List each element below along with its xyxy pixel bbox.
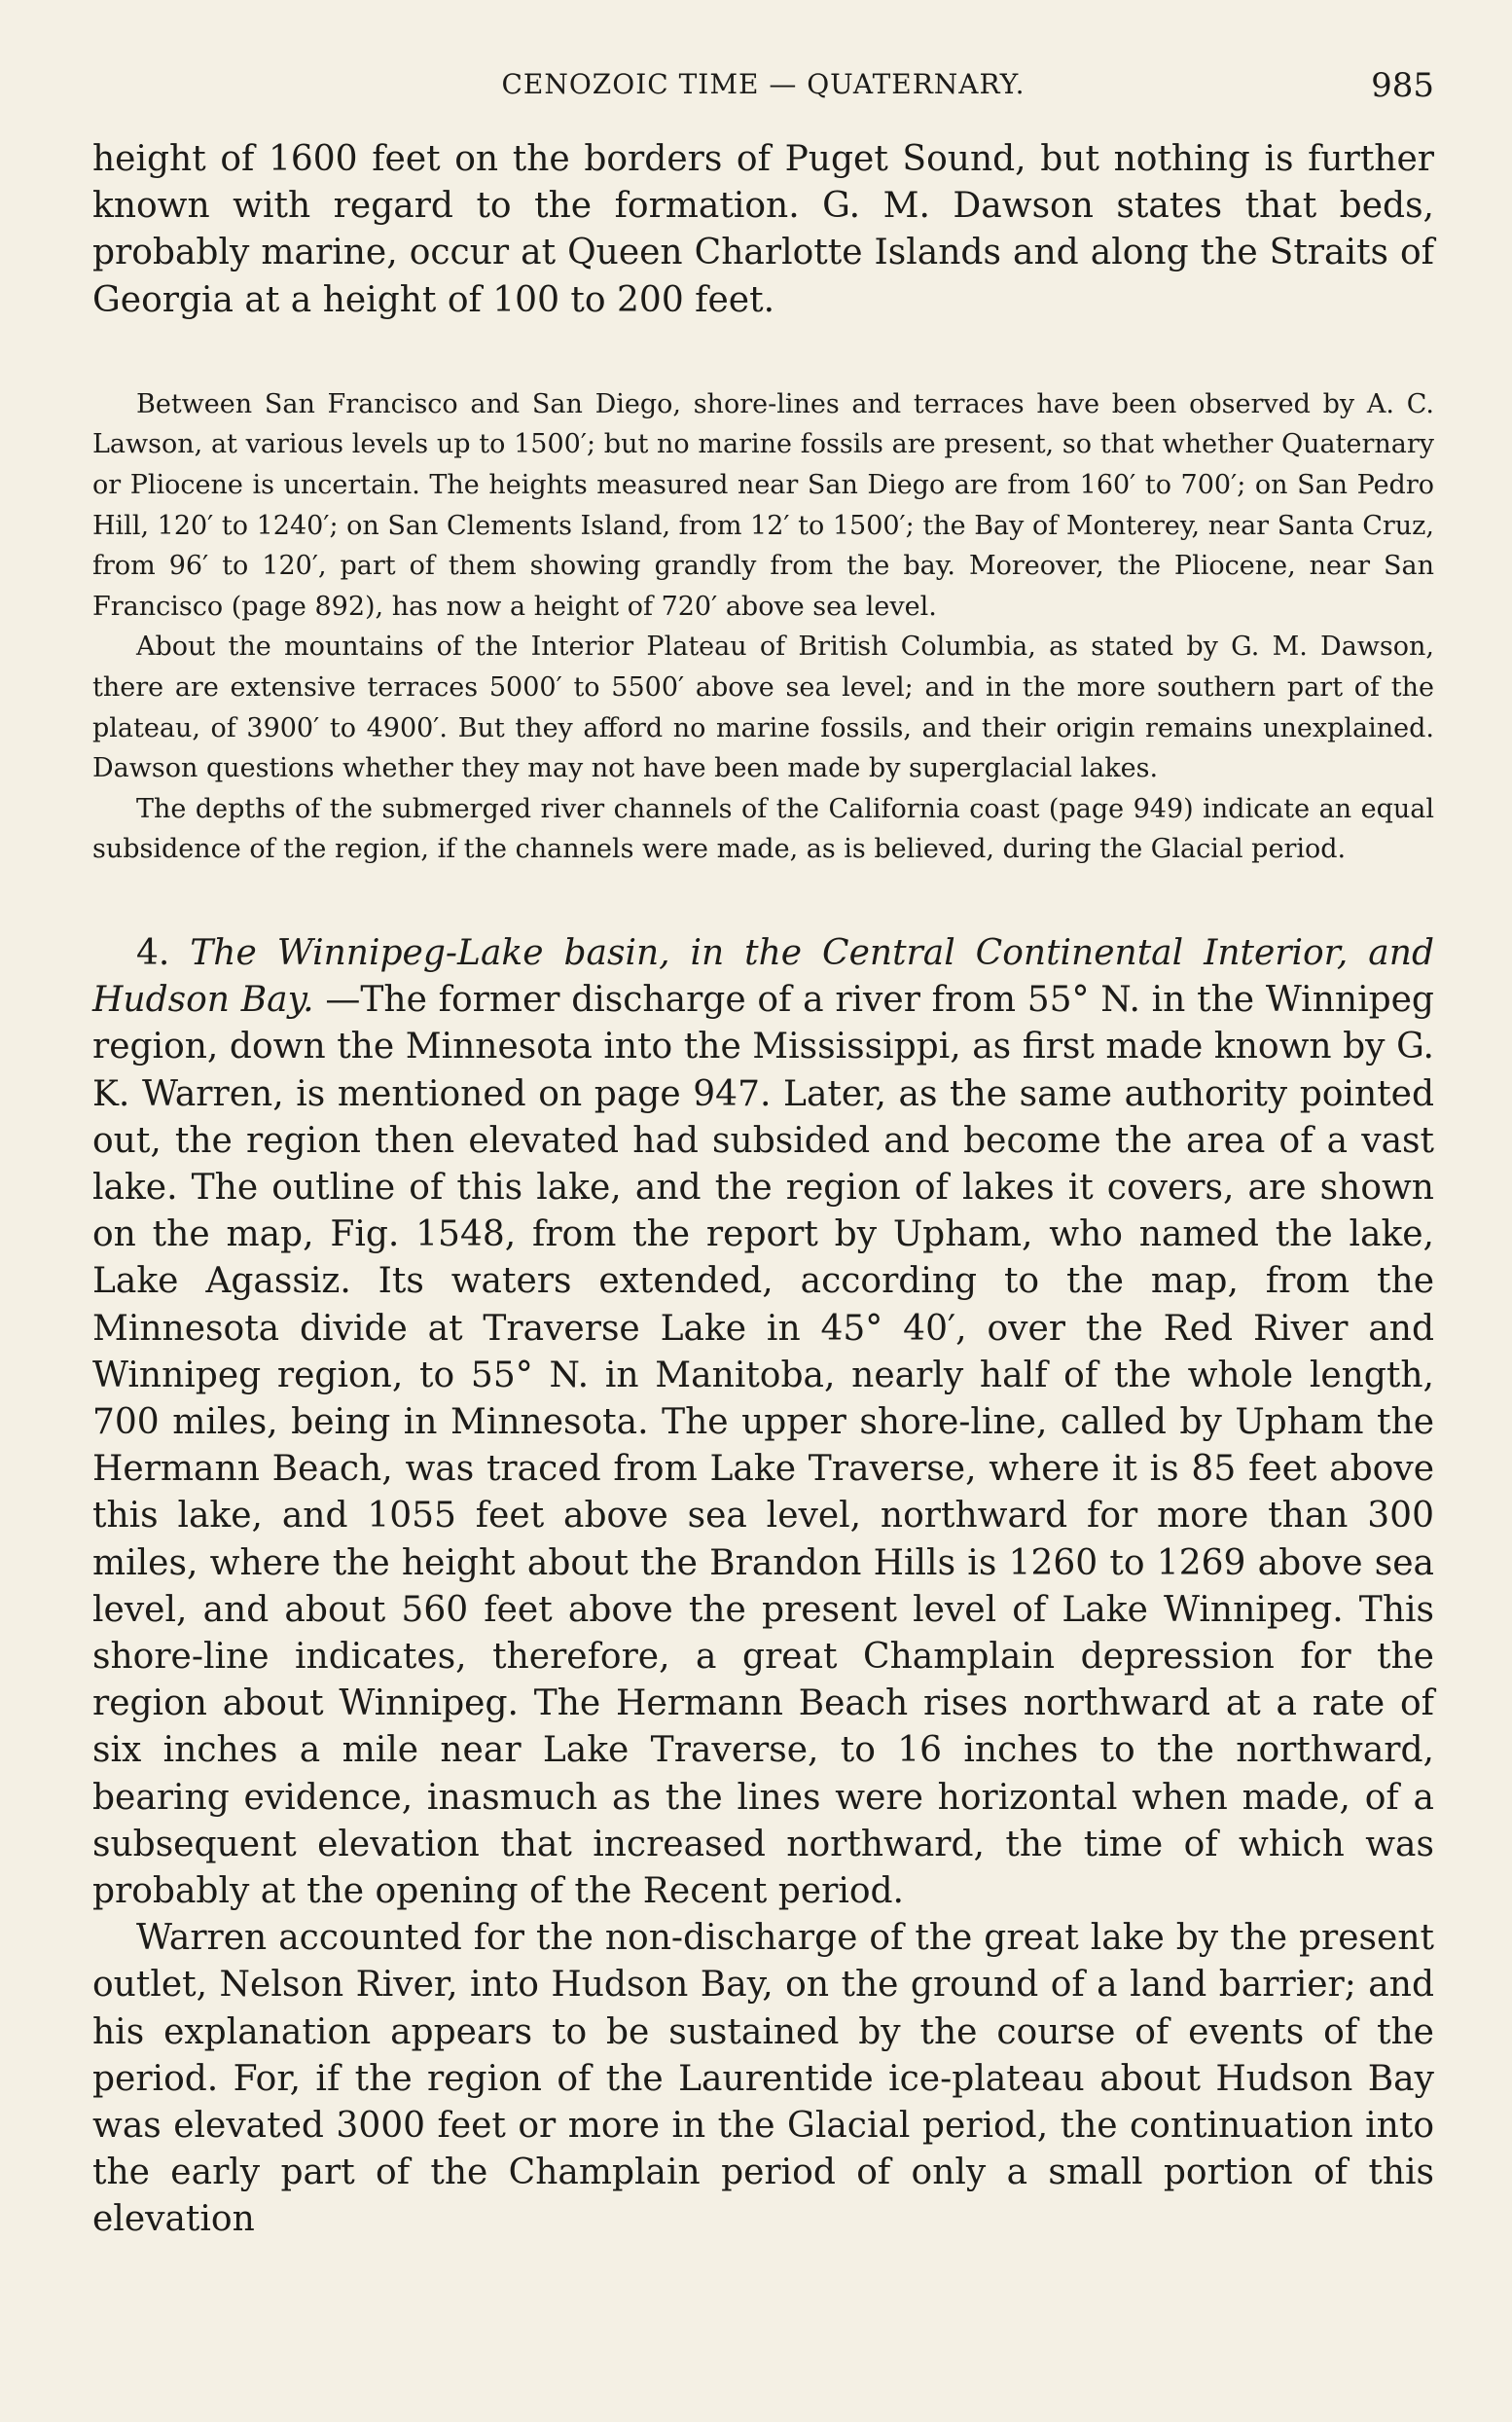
running-head — [92, 58, 1434, 117]
section-title: The Winnipeg-Lake basin, in the Central Continental Interior, and Hudson Bay. — [92, 932, 1434, 1021]
section-4-paragraph — [92, 930, 1434, 1915]
section-body: The former discharge of a river from 55° N. in the Winnipeg region, down the Minnesota into the Mississippi, as first made known by G. K. Warren, is mentioned on page 947. Later, as the same authority pointed out, the region then elevated had subsided and become the area of a vast lake. The outline of this lake, and the region of lakes it covers, are shown on the map, Fig. 1548, from the report by Upham, who named the lake, Lake Agassiz. Its waters extended, according to the map, from the Minnesota divide at Traverse Lake in 45° 40′, over the Red River and Winnipeg region, to 55° N. in Manitoba, nearly half of the whole length, 700 miles, being in Minnesota. The upper shore-line, called by Upham the Hermann Beach, was traced from Lake Traverse, where it is 85 feet above this lake, and 1055 feet above sea level, northward for more than 300 miles, where the height about the Brandon Hills is 1260 to 1269 above sea level, and about 560 feet above the present level of Lake Winnipeg. This shore-line indicates, therefore, a great Champlain depression for the region about Winnipeg. The Hermann Beach rises northward at a rate of six inches a mile near Lake Traverse, to 16 inches to the northward, bearing evidence, inasmuch as the lines were horizontal when made, of a subsequent elevation that increased northward, the time of which was probably at the opening of the Recent period. — [92, 980, 1434, 1911]
small-print-notes — [92, 384, 1434, 870]
section-number: 4. — [136, 932, 170, 973]
section-dash: — — [325, 980, 361, 1021]
small-print-paragraph: Between San Francisco and San Diego, shore-lines and terraces have been observed by A. C. Lawson, at various levels up to 1500′; but no marine fossils are present, so that whether Quaternary or Pliocene is uncertain. The heights measured near San Diego are from 160′ to 700′; on San Pedro Hill, 120′ to 1240′; on San Clements Island, from 12′ to 1500′; the Bay of Monterey, near Santa Cruz, from 96′ to 120′, part of them showing grandly from the bay. Moreover, the Pliocene, near San Francisco (page 892), has now a height of 720′ above sea level. — [92, 388, 1434, 622]
page-number: 985 — [1371, 66, 1434, 105]
intro-paragraph: height of 1600 feet on the borders of Puget Sound, but nothing is further known with regard to the formation. G. M. Dawson states that beds, probably marine, occur at Queen Charlotte Islands and along the Straits of Georgia at a height of 100 to 200 feet. — [92, 139, 1434, 320]
final-paragraph: Warren accounted for the non-discharge of the great lake by the present outlet, Nelson River, into Hudson Bay, on the ground of a land barrier; and his explanation appears to be sustained by the course of events of the period. For, if the region of the Laurentide ice-plateau about Hudson Bay was elevated 3000 feet or more in the Glacial period, the continuation into the early part of the Champlain period of only a small portion of this elevation — [92, 1918, 1434, 2240]
small-print-paragraph: The depths of the submerged river channels of the California coast (page 949) indicate an equal subsidence of the region, if the channels were made, as is believed, during the Glacial period. — [92, 793, 1434, 865]
running-title: CENOZOIC TIME — QUATERNARY. — [501, 68, 1026, 100]
small-print-paragraph: About the mountains of the Interior Plateau of British Columbia, as stated by G. M. Dawson, there are extensive terraces 5000′ to 5500′ above sea level; and in the more southern part of the plateau, of 3900′ to 4900′. But they afford no marine fossils, and their origin remains unexplained. Dawson questions whether they may not have been made by superglacial lakes. — [92, 632, 1434, 784]
